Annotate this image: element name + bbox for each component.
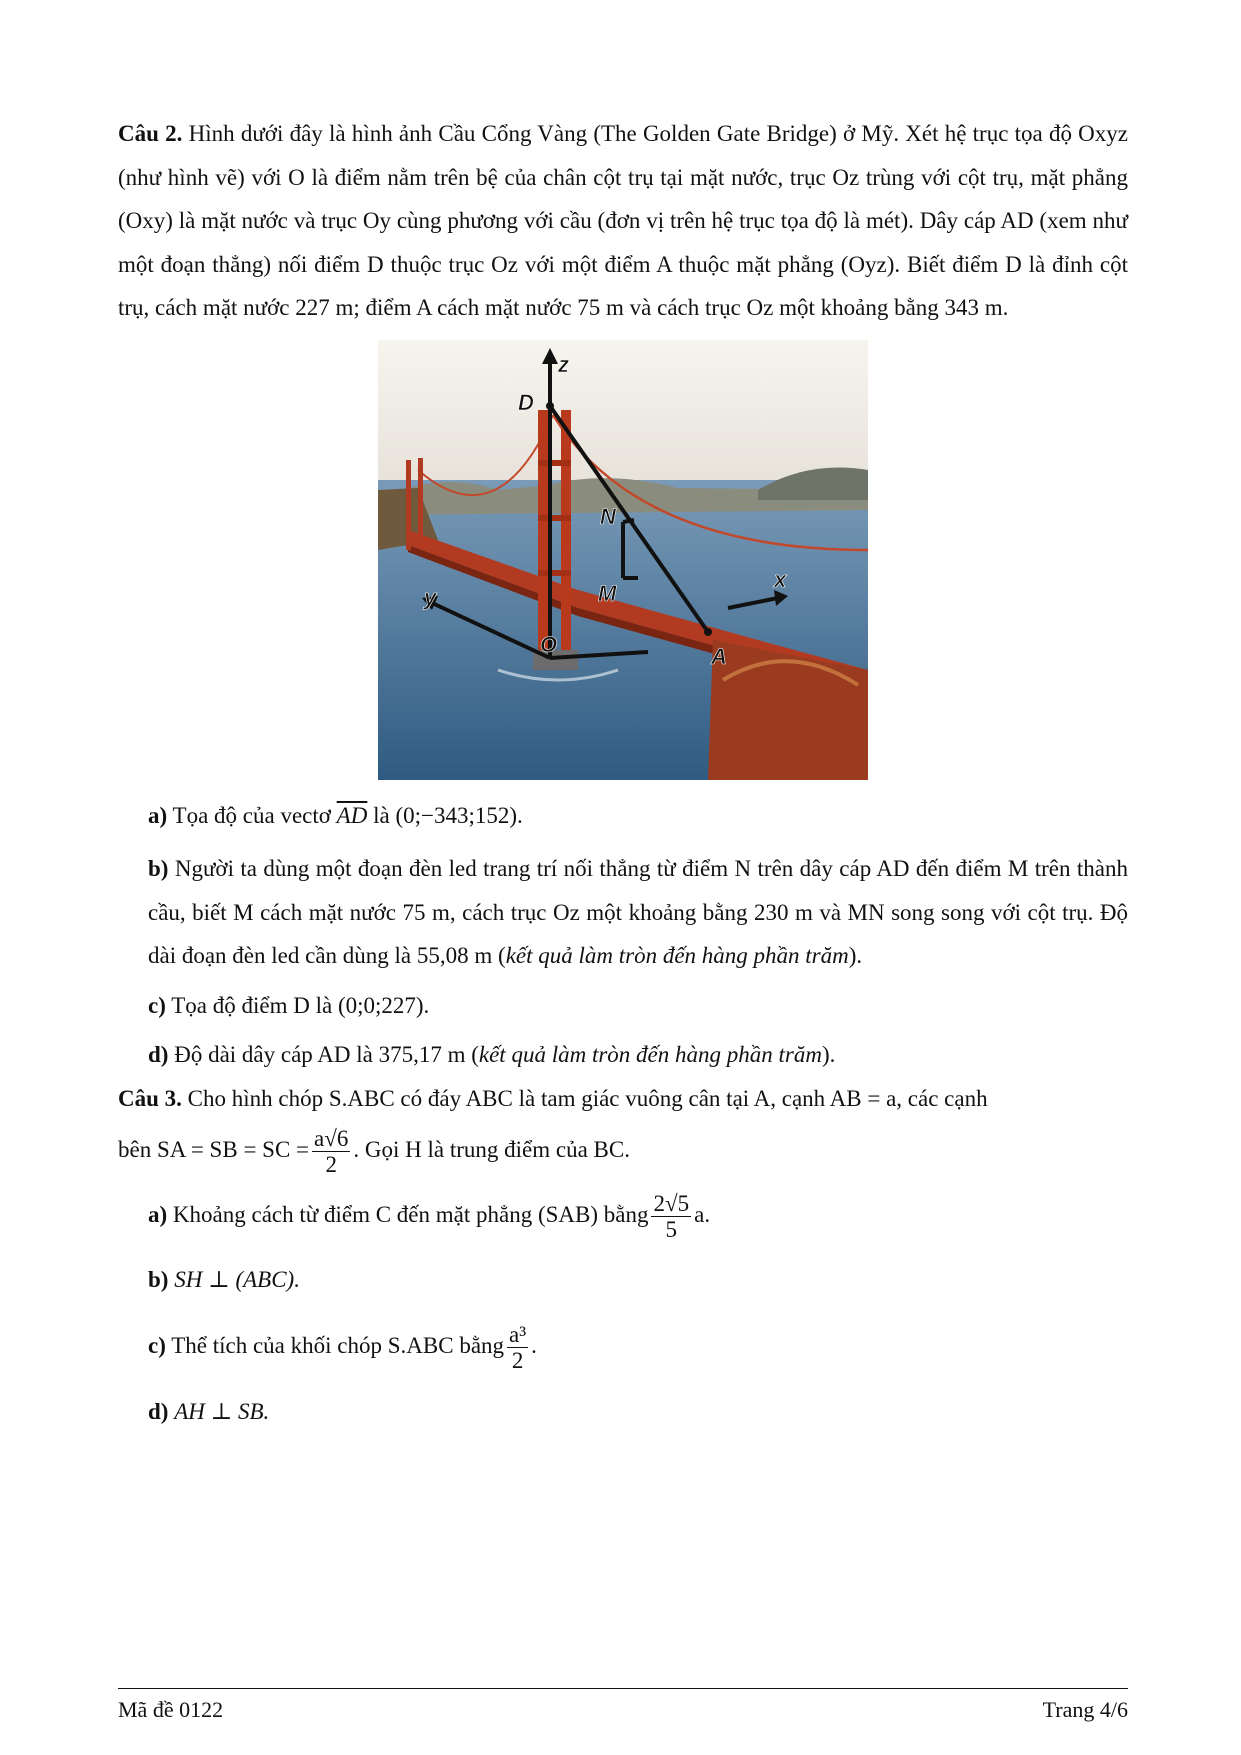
question-3-option-b: b) SH ⊥ (ABC). <box>148 1267 300 1292</box>
question-2-option-c: c) Tọa độ điểm D là (0;0;227). <box>148 992 430 1018</box>
fraction: $\frac{\text{a³}}{2}$ <box>509 1321 527 1374</box>
question-3-option-a: a) Khoảng cách từ điểm C đến mặt phẳng (SAB) bằng $\frac{2√5}{5}$ a. <box>148 1190 711 1243</box>
label-z: z <box>558 351 569 377</box>
option-label: d) <box>148 1399 169 1424</box>
question-2-text: Hình dưới đây là hình ảnh Cầu Cổng Vàng (The Golden Gate Bridge) ở Mỹ. Xét hệ trục tọa độ Oxyz (như hình vẽ) với O là điểm nằm trên bệ của chân cột trụ tại mặt nước, trục Oz trùng với cột trụ, mặt phẳng (Oxy) là mặt nước và trục Oy cùng phương với cầu (đơn vị trên hệ trục tọa độ là mét). Dây cáp AD (xem như một đoạn thẳng) nối điểm D thuộc trục Oz với một điểm A thuộc mặt phẳng (Oyz). Biết điểm D là đỉnh cột trụ, cách mặt nước 227 m; điểm A cách mặt nước 75 m và cách trục Oz một khoảng bằng 343 m. <box>118 121 1128 320</box>
question-2-option-a: a) Tọa độ của vectơ $\overline{AD}$ là (0;−343;152). <box>148 802 523 828</box>
question-3-stem-line2: bên SA = SB = SC = $\frac{a√6}{2}$ . Gọi H là trung điểm của BC. <box>118 1125 630 1178</box>
option-label: b) <box>148 1267 169 1292</box>
question-3-stem: Câu 3. Cho hình chóp S.ABC có đáy ABC là tam giác vuông cân tại A, cạnh AB = a, các cạnh <box>118 1085 988 1111</box>
page-number: Trang 4/6 <box>1042 1697 1128 1722</box>
question-2-stem <box>118 112 1128 330</box>
label-d: D <box>518 389 534 415</box>
option-label: c) <box>148 1333 166 1358</box>
exam-page <box>118 112 1128 1442</box>
question-2-label: Câu 2. <box>118 121 183 146</box>
option-label: a) <box>148 1202 168 1227</box>
label-x: x <box>774 566 787 592</box>
bridge-photo <box>378 340 868 780</box>
option-label: b) <box>148 856 169 881</box>
option-label: a) <box>148 802 168 828</box>
option-label: d) <box>148 1042 169 1067</box>
label-m: M <box>598 580 617 606</box>
label-a: A <box>711 643 727 669</box>
question-2-option-b: b) Người ta dùng một đoạn đèn led trang trí nối thẳng từ điểm N trên dây cáp AD đến điểm M trên thành cầu, biết M cách mặt nước 75 m, cách trục Oz một khoảng bằng 230 m và MN song song với cột trụ. Độ dài đoạn đèn led cần dùng là 55,08 m (kết quả làm tròn đến hàng phần trăm). <box>148 856 1128 968</box>
question-2-option-d: d) Độ dài dây cáp AD là 375,17 m (kết quả làm tròn đến hàng phần trăm). <box>148 1042 836 1067</box>
label-o: O <box>540 631 558 657</box>
question-3-option-d: d) AH ⊥ SB. <box>148 1399 270 1424</box>
vector-ad: $\overline{AD}$ <box>336 802 368 828</box>
page-footer <box>118 1688 1128 1723</box>
fraction: $\frac{2√5}{5}$ <box>653 1190 690 1243</box>
label-n: N <box>600 503 616 529</box>
fraction: $\frac{a√6}{2}$ <box>314 1125 349 1178</box>
golden-gate-figure <box>378 340 868 780</box>
label-y: y <box>424 584 437 610</box>
question-3-option-c: c) Thể tích của khối chóp S.ABC bằng $\frac{\text{a³}}{2}$ . <box>148 1321 537 1374</box>
question-3-label: Câu 3. <box>118 1085 182 1111</box>
option-label: c) <box>148 992 166 1018</box>
vector-value: (0;−343;152). <box>395 802 523 828</box>
exam-code: Mã đề 0122 <box>118 1697 224 1722</box>
